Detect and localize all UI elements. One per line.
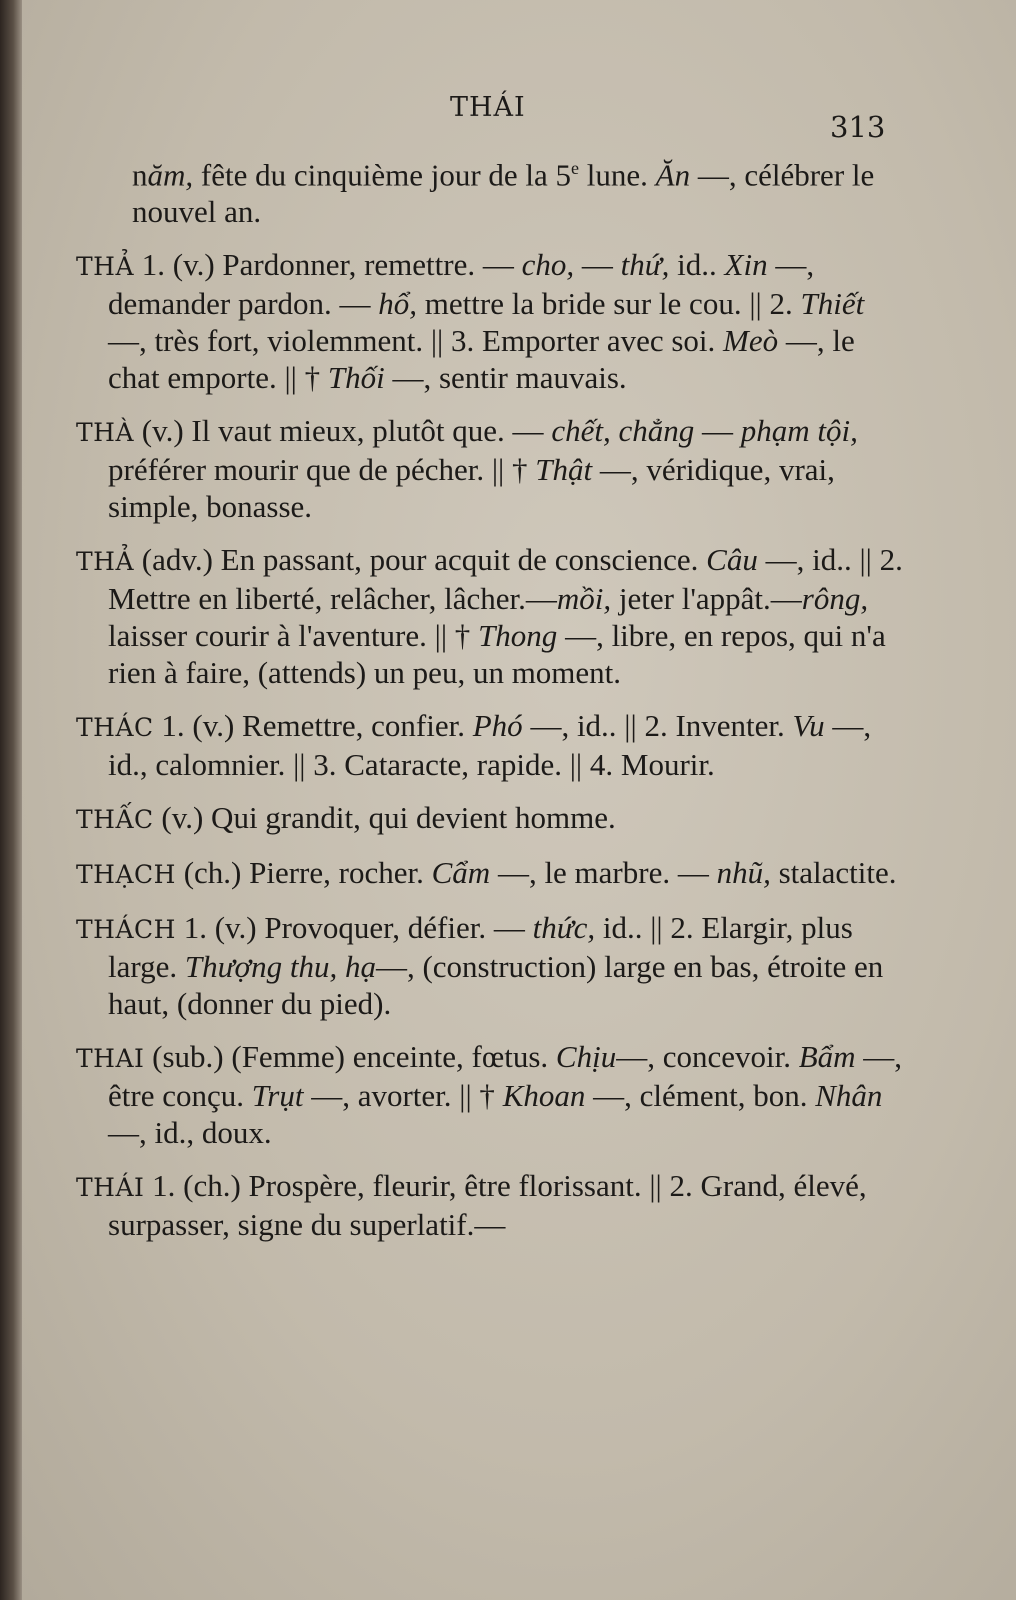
- text-run: —, avorter. || †: [303, 1078, 503, 1114]
- vietnamese-term: Cẩm: [431, 855, 491, 891]
- entry-thac-2: [76, 799, 904, 838]
- vietnamese-term: Khoan: [502, 1078, 586, 1114]
- entry-thach-1: [76, 854, 904, 893]
- entry-tha-3: [76, 541, 904, 691]
- headword: THÁCH: [76, 915, 176, 945]
- dictionary-text: [76, 150, 904, 1259]
- text-run: —, très fort, violemment. || 3. Emporter avec soi.: [108, 323, 724, 359]
- text-run: —, demander pardon. —: [108, 247, 815, 322]
- headword: THÁC: [76, 713, 154, 743]
- dictionary-page: [22, 0, 1016, 1600]
- text-run: 1. (v.) Provoquer, défier. —: [175, 910, 533, 946]
- headword: THẢ: [76, 547, 135, 577]
- entry-continuation: [76, 150, 904, 230]
- vietnamese-term: hổ,: [378, 286, 418, 322]
- vietnamese-term: Câu: [706, 542, 758, 578]
- vietnamese-term: mồi,: [556, 581, 612, 617]
- text-run: id..: [669, 247, 725, 283]
- vietnamese-term: nhũ,: [716, 855, 771, 891]
- text-run: (v.) Il vaut mieux, plutôt que. —: [134, 413, 552, 449]
- text-run: —, (construction) large en bas, étroite en haut, (donner du pied).: [108, 949, 884, 1022]
- entry-thai-1: [76, 1038, 904, 1151]
- text-run: 1. (ch.) Prospère, fleurir, être florissant. || 2. Grand, élevé, surpasser, signe du superlatif.—: [108, 1168, 867, 1243]
- text-run: —, id., calomnier. || 3. Cataracte, rapide. || 4. Mourir.: [108, 708, 872, 783]
- text-run: 1. (v.) Pardonner, remettre. —: [134, 247, 522, 283]
- entry-thach-2: [76, 909, 904, 1022]
- text-run: —, être conçu.: [108, 1039, 903, 1114]
- text-run: —, clément, bon.: [585, 1078, 816, 1114]
- text-run: (sub.) (Femme) enceinte, fœtus.: [144, 1039, 556, 1075]
- vietnamese-term: Thong: [478, 618, 558, 654]
- superscript: e: [571, 158, 580, 178]
- entry-tha-2: [76, 412, 904, 525]
- headword: THẢ: [76, 252, 135, 282]
- vietnamese-term: Thối: [327, 360, 385, 396]
- vietnamese-term: phạm tội,: [740, 413, 858, 449]
- text-run: —, libre, en repos, qui n'a rien à faire, (attends) un peu, un moment.: [108, 618, 886, 691]
- vietnamese-term: Bẩm: [798, 1039, 856, 1075]
- vietnamese-term: Phó: [472, 708, 523, 744]
- text-run: préférer mourir que de pécher. || †: [108, 452, 536, 488]
- headword: THÁI: [76, 1173, 145, 1203]
- text-run: (v.) Qui grandit, qui devient homme.: [153, 800, 616, 836]
- text-run: —, sentir mauvais.: [384, 360, 627, 396]
- running-title: THÁI: [450, 92, 526, 123]
- text-run: lune.: [579, 157, 656, 193]
- text-run: —, id.. || 2. Inventer.: [522, 708, 793, 744]
- text-run: laisser courir à l'aventure. || †: [108, 618, 479, 654]
- vietnamese-term: chết, chẳng: [551, 413, 695, 449]
- text-run: mettre la bride sur le cou. || 2.: [417, 286, 801, 322]
- vietnamese-term: thứ,: [620, 247, 670, 283]
- text-run: —, concevoir.: [616, 1039, 799, 1075]
- headword: THÀ: [76, 418, 135, 448]
- text-run: jeter l'appât.—: [611, 581, 802, 617]
- vietnamese-term: thức,: [532, 910, 596, 946]
- text-run: stalactite.: [770, 855, 897, 891]
- entry-tha-1: [76, 246, 904, 396]
- entry-thai-2: [76, 1167, 904, 1243]
- vietnamese-term: Thiết: [800, 286, 865, 322]
- text-run: —, id.. || 2. Mettre en liberté, relâcher, lâcher.—: [108, 542, 903, 617]
- vietnamese-term: rông,: [801, 581, 869, 617]
- page-number: 313: [830, 110, 886, 144]
- vietnamese-term: ăm,: [147, 157, 194, 193]
- vietnamese-term: Thật: [535, 452, 593, 488]
- vietnamese-term: Trụt: [251, 1078, 304, 1114]
- text-run: id.. || 2. Elargir, plus large.: [108, 910, 853, 985]
- text-run: (adv.) En passant, pour acquit de conscience.: [134, 542, 707, 578]
- headword: THẠCH: [76, 860, 176, 890]
- text-run: —, le chat emporte. || †: [108, 323, 855, 396]
- vietnamese-term: Meò: [723, 323, 779, 359]
- vietnamese-term: Vu: [792, 708, 825, 744]
- text-run: —: [574, 247, 621, 283]
- vietnamese-term: Nhân: [815, 1078, 883, 1114]
- vietnamese-term: Xin: [724, 247, 768, 283]
- headword: THAI: [76, 1044, 145, 1074]
- entry-thac-1: [76, 707, 904, 783]
- vietnamese-term: Ăn: [655, 157, 691, 193]
- text-run: —: [694, 413, 741, 449]
- text-run: —, véridique, vrai, simple, bonasse.: [108, 452, 835, 525]
- vietnamese-term: Thượng thu, hạ: [184, 949, 376, 985]
- text-run: —, le marbre. —: [490, 855, 717, 891]
- vietnamese-term: cho,: [521, 247, 575, 283]
- vietnamese-term: Chịu: [555, 1039, 617, 1075]
- text-run: (ch.) Pierre, rocher.: [175, 855, 432, 891]
- text-run: —, id., doux.: [108, 1115, 272, 1151]
- text-run: 1. (v.) Remettre, confier.: [153, 708, 473, 744]
- headword: THẤC: [76, 805, 154, 835]
- book-spine-shadow: [0, 0, 22, 1600]
- text-run: —, célébrer le nouvel an.: [132, 157, 875, 230]
- text-run: fête du cinquième jour de la 5: [193, 157, 572, 193]
- text-run: n: [132, 157, 148, 193]
